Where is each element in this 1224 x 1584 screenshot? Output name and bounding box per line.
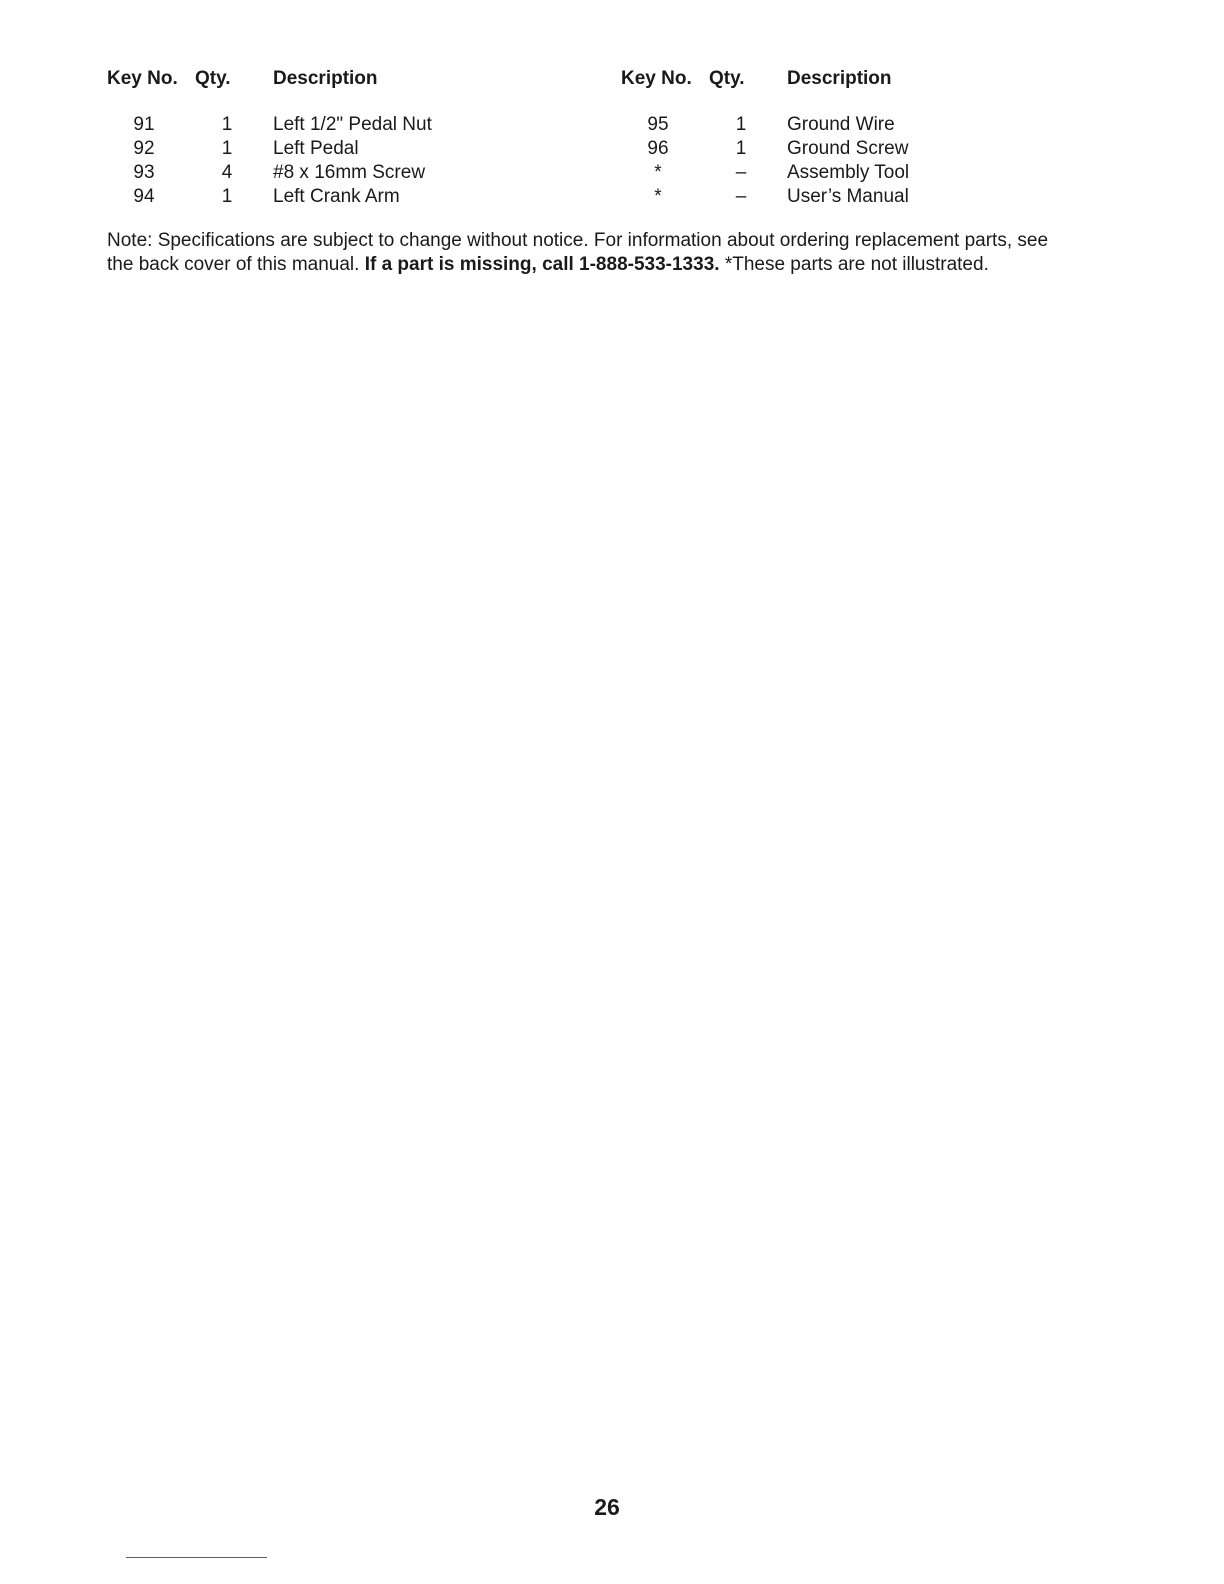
parts-list-header xyxy=(107,66,593,92)
parts-list-left xyxy=(107,66,593,209)
part-row xyxy=(107,185,593,209)
part-key-no: 94 xyxy=(133,186,155,207)
part-qty: 4 xyxy=(221,162,233,183)
part-description: #8 x 16mm Screw xyxy=(273,162,426,183)
qty-header: Qty. xyxy=(195,68,231,89)
footer-rule xyxy=(126,1557,267,1558)
parts-list-right xyxy=(621,66,1107,209)
specifications-note xyxy=(107,229,1107,277)
note-text: the back cover of this manual. xyxy=(107,254,365,275)
part-row xyxy=(621,113,1107,137)
part-row xyxy=(107,137,593,161)
part-qty: 1 xyxy=(735,114,747,135)
part-description: Left 1/2" Pedal Nut xyxy=(273,114,432,135)
part-row xyxy=(107,161,593,185)
part-row xyxy=(107,113,593,137)
part-qty: 1 xyxy=(221,138,233,159)
part-qty: – xyxy=(735,162,747,183)
part-description: Left Pedal xyxy=(273,138,359,159)
part-row xyxy=(621,185,1107,209)
page-number: 26 xyxy=(594,1494,620,1520)
part-description: Ground Wire xyxy=(787,114,895,135)
part-key-no: 96 xyxy=(647,138,669,159)
note-line-2 xyxy=(107,253,1107,277)
part-key-no: 92 xyxy=(133,138,155,159)
part-qty: 1 xyxy=(221,114,233,135)
parts-list-header xyxy=(621,66,1107,92)
part-key-no: 93 xyxy=(133,162,155,183)
part-row xyxy=(621,137,1107,161)
part-description: Left Crank Arm xyxy=(273,186,400,207)
part-qty: – xyxy=(735,186,747,207)
part-qty: 1 xyxy=(735,138,747,159)
note-line-1: Note: Specifications are subject to change without notice. For information about ordering replacement parts, see xyxy=(107,230,1049,251)
part-key-no: * xyxy=(654,186,662,207)
qty-header: Qty. xyxy=(709,68,745,89)
part-row xyxy=(621,161,1107,185)
part-description: Assembly Tool xyxy=(787,162,910,183)
description-header: Description xyxy=(273,68,378,89)
key-no-header: Key No. xyxy=(107,68,178,89)
not-illustrated-note: *These parts are not illustrated. xyxy=(719,254,989,275)
key-no-header: Key No. xyxy=(621,68,692,89)
part-qty: 1 xyxy=(221,186,233,207)
part-key-no: 95 xyxy=(647,114,669,135)
part-key-no: * xyxy=(654,162,662,183)
description-header: Description xyxy=(787,68,892,89)
part-description: User’s Manual xyxy=(787,186,909,207)
part-description: Ground Screw xyxy=(787,138,909,159)
missing-part-phone-notice: If a part is missing, call 1-888-533-1333. xyxy=(364,254,720,275)
part-key-no: 91 xyxy=(133,114,155,135)
